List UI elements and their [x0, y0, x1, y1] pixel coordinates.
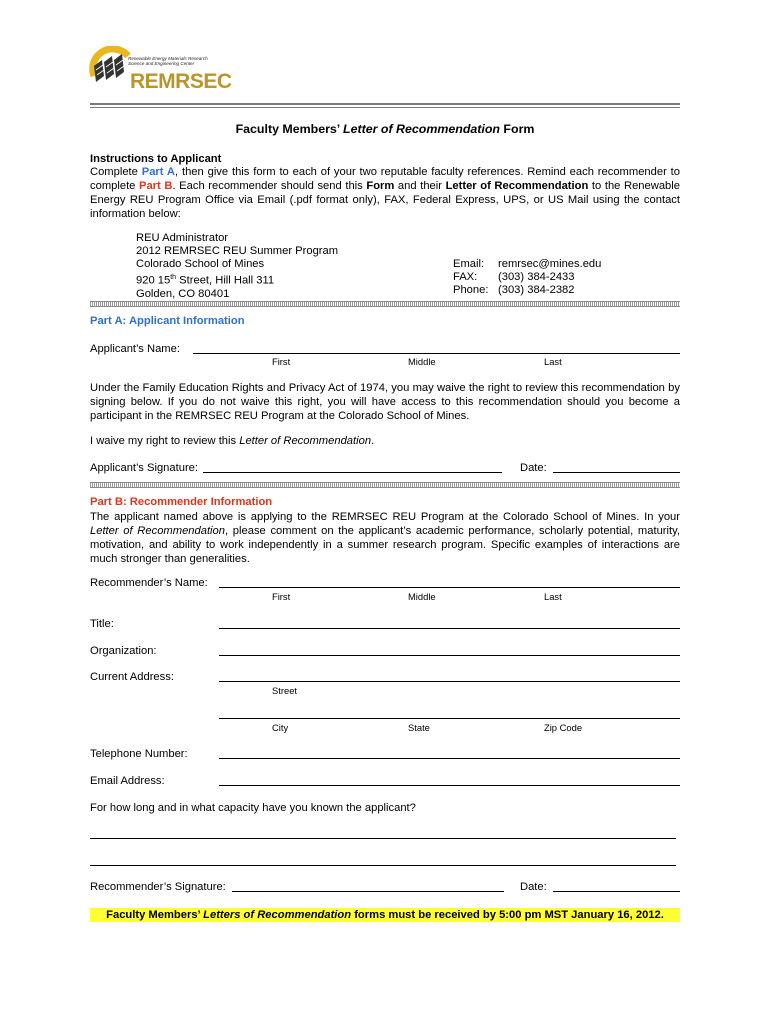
applicant-name-field[interactable] — [193, 353, 680, 354]
deadline-banner: Faculty Members’ Letters of Recommendation forms must be received by 5:00 pm MST January 16, 2012. — [90, 908, 680, 922]
top-rule — [90, 103, 680, 105]
organization-field[interactable] — [219, 655, 680, 656]
remrsec-logo — [88, 44, 232, 100]
telephone-label: Telephone Number: — [90, 748, 188, 760]
part-b-heading: Part B: Recommender Information — [90, 496, 273, 508]
contact-fax: (303) 384-2433 — [498, 271, 575, 283]
street-label: Street — [272, 685, 298, 696]
part-a-heading: Part A: Applicant Information — [90, 315, 245, 327]
email-address-field[interactable] — [219, 785, 680, 786]
logo-line-2: Science and Engineering Center — [128, 61, 195, 67]
recommender-title-label: Title: — [90, 618, 114, 630]
recommender-signature-label: Recommender’s Signature: — [90, 881, 226, 893]
recommender-last-label: Last — [544, 591, 562, 602]
contact-values — [498, 258, 601, 297]
city-label: City — [272, 722, 289, 733]
section-divider-1 — [90, 301, 680, 307]
street-field[interactable] — [219, 681, 680, 682]
instructions-heading: Instructions to Applicant — [90, 153, 222, 165]
email-address-label: Email Address: — [90, 775, 165, 787]
ferpa-text: Under the Family Education Rights and Privacy Act of 1974, you may waive the right to review this recommendation by signing below. If you do not waive this right, you will have access to this recommendation should you become a participant in the REMRSEC REU Program at the Colorado School of Mines. — [90, 382, 680, 422]
instructions-text: Complete Part A, then give this form to each of your two reputable faculty references. Remind each recommender to complete Part B. Each recommender should send this Form and their Letter of Recommendation to the Renewable Energy REU Program Office via Email (.pdf format only), FAX, Federal Express, UPS, or US Mail using the contact information below: — [90, 166, 680, 220]
form-title: Faculty Members’ Letter of Recommendation Form — [235, 122, 535, 136]
waive-statement: I waive my right to review this Letter of Recommendation. — [90, 435, 375, 447]
top-rule-thin — [90, 107, 680, 108]
logo-name: REMRSEC — [130, 70, 232, 93]
section-divider-2 — [90, 482, 680, 488]
zip-code-label: Zip Code — [544, 722, 583, 733]
contact-phone: (303) 384-2382 — [498, 284, 575, 296]
applicant-signature-field[interactable] — [203, 472, 502, 473]
recommender-date-field[interactable] — [553, 891, 680, 892]
recommender-first-label: First — [272, 591, 291, 602]
recommender-middle-label: Middle — [408, 591, 436, 602]
contact-email: remrsec@mines.edu — [498, 258, 602, 270]
logo-sun-icon — [88, 46, 134, 92]
organization-label: Organization: — [90, 645, 157, 657]
current-address-label: Current Address: — [90, 671, 174, 683]
recommender-title-field[interactable] — [219, 628, 680, 629]
relationship-question: For how long and in what capacity have you known the applicant? — [90, 802, 416, 814]
applicant-name-label: Applicant’s Name: — [90, 343, 180, 355]
applicant-last-label: Last — [544, 356, 562, 367]
recommender-name-field[interactable] — [219, 587, 680, 588]
address-block: REU Administrator 2012 REMRSEC REU Summer Program Colorado School of Mines 920 15th Street, Hill Hall 311 Golden, CO 80401 — [136, 232, 339, 300]
applicant-date-label: Date: — [520, 462, 547, 474]
city-state-zip-field[interactable] — [219, 718, 680, 719]
relationship-answer-line-2[interactable] — [90, 865, 676, 866]
applicant-signature-label: Applicant’s Signature: — [90, 462, 199, 474]
part-b-instructions: The applicant named above is applying to the REMRSEC REU Program at the Colorado School of Mines. In your Letter of Recommendation, please comment on the applicant’s academic performance, scholarly potential, maturity, motivation, and ability to work independently in a summer research program. Specific examples of interactions are much stronger than generalities. — [90, 511, 680, 565]
recommender-date-label: Date: — [520, 881, 547, 893]
telephone-field[interactable] — [219, 758, 680, 759]
applicant-first-label: First — [272, 356, 291, 367]
recommender-signature-field[interactable] — [232, 891, 504, 892]
contact-labels: Email: FAX: Phone: — [453, 258, 489, 296]
recommender-name-label: Recommender’s Name: — [90, 577, 208, 589]
logo-line-1: Renewable Energy Materials Research — [128, 56, 208, 61]
relationship-answer-line-1[interactable] — [90, 838, 676, 839]
state-label: State — [408, 722, 430, 733]
applicant-date-field[interactable] — [553, 472, 680, 473]
applicant-middle-label: Middle — [408, 356, 436, 367]
